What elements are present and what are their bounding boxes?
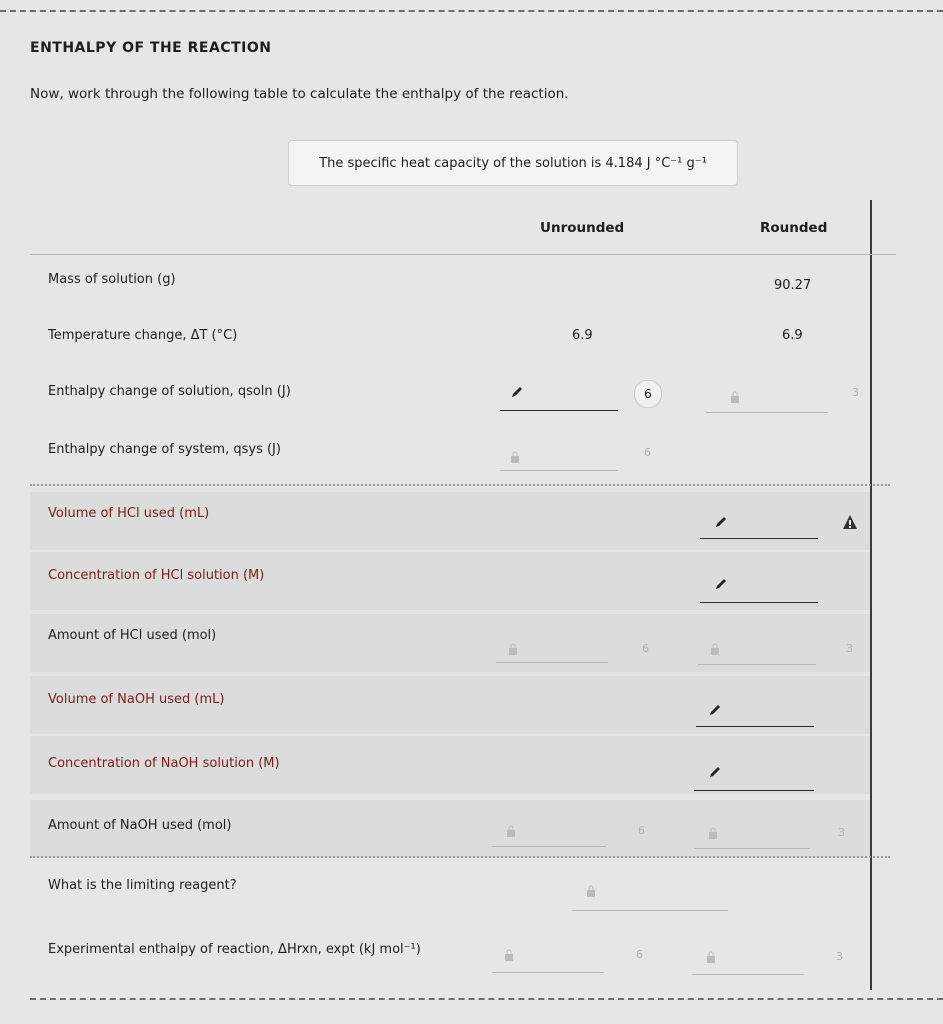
rounded-value: 6.9 <box>782 328 803 343</box>
row-label: Enthalpy change of solution, qsoln (J) <box>48 384 291 399</box>
row-label: Volume of NaOH used (mL) <box>48 692 225 707</box>
rounded-input[interactable] <box>696 704 814 727</box>
row-volume-hcl <box>30 492 870 550</box>
header-unrounded: Unrounded <box>540 220 625 236</box>
unrounded-input <box>500 448 618 471</box>
row-label: Concentration of NaOH solution (M) <box>48 756 280 771</box>
unrounded-value: 6.9 <box>572 328 593 343</box>
section-divider <box>30 484 890 486</box>
sig-figs: 6 <box>642 642 649 655</box>
rounded-sig-figs: 3 <box>836 950 843 963</box>
row-label: Mass of solution (g) <box>48 272 176 287</box>
row-label: Amount of NaOH used (mol) <box>48 818 232 833</box>
row-volume-naoh <box>30 676 870 734</box>
sig-figs: 6 <box>644 446 651 459</box>
heat-capacity-text: The specific heat capacity of the solution is 4.184 J °C⁻¹ g⁻¹ <box>319 155 707 171</box>
rounded-input <box>694 826 810 849</box>
sig-figs: 6 <box>636 948 643 961</box>
header-divider <box>30 254 896 255</box>
row-label: Temperature change, ΔT (°C) <box>48 328 238 343</box>
rounded-input[interactable] <box>700 516 818 539</box>
rounded-sig-figs: 3 <box>838 826 845 839</box>
row-qsys <box>30 430 870 488</box>
limiting-reagent-input <box>572 888 728 911</box>
rounded-input <box>706 390 828 413</box>
rounded-sig-figs: 3 <box>846 642 853 655</box>
bottom-divider <box>30 998 943 1000</box>
sig-figs-badge[interactable]: 6 <box>634 380 662 408</box>
instruction-text: Now, work through the following table to calculate the enthalpy of the reaction. <box>30 86 569 102</box>
rounded-input <box>692 952 804 975</box>
row-temperature <box>30 318 870 376</box>
row-label: What is the limiting reagent? <box>48 878 237 893</box>
header-rounded: Rounded <box>760 220 828 236</box>
row-label: Concentration of HCl solution (M) <box>48 568 265 583</box>
section-divider <box>30 856 890 858</box>
row-label: Experimental enthalpy of reaction, ΔHrxn, expt (kJ mol⁻¹) <box>48 942 421 957</box>
row-concentration-naoh <box>30 736 870 794</box>
row-limiting-reagent <box>30 864 870 922</box>
row-qsoln <box>30 372 870 430</box>
heat-capacity-note <box>288 140 738 186</box>
row-mass <box>30 262 870 320</box>
rounded-sig-figs: 3 <box>852 386 859 399</box>
row-label: Amount of HCl used (mol) <box>48 628 217 643</box>
row-label: Volume of HCl used (mL) <box>48 506 210 521</box>
row-enthalpy-reaction <box>30 926 870 984</box>
row-amount-naoh <box>30 800 870 858</box>
unrounded-input <box>492 950 604 973</box>
sig-figs: 6 <box>638 824 645 837</box>
rounded-input[interactable] <box>694 768 814 791</box>
warning-icon[interactable] <box>842 514 858 530</box>
unrounded-input <box>496 640 608 663</box>
row-concentration-hcl <box>30 552 870 610</box>
unrounded-input <box>492 824 606 847</box>
rounded-input <box>698 642 816 665</box>
rounded-value: 90.27 <box>774 278 812 293</box>
section-title: ENTHALPY OF THE REACTION <box>30 40 272 56</box>
row-amount-hcl <box>30 614 870 672</box>
row-label: Enthalpy change of system, qsys (J) <box>48 442 281 457</box>
unrounded-input[interactable] <box>500 388 618 411</box>
top-divider <box>0 10 943 12</box>
rounded-input[interactable] <box>700 580 818 603</box>
